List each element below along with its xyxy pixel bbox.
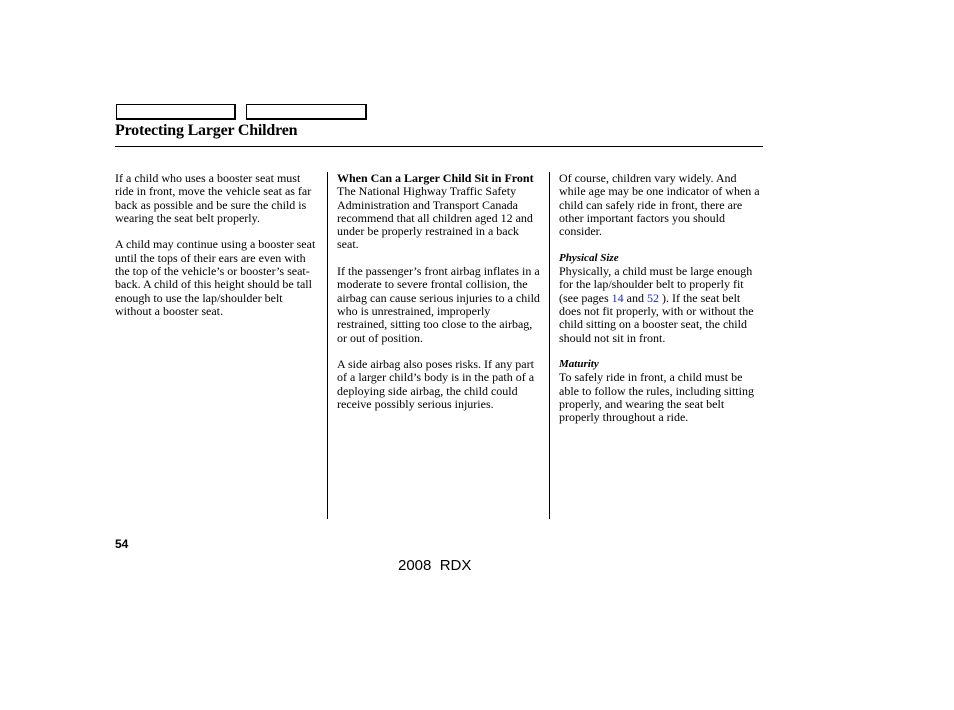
subheading-maturity: Maturity — [559, 358, 599, 371]
text-column-3 — [559, 172, 764, 425]
paragraph-booster-height: A child may continue using a booster seat until the tops of their ears are even with the top of the vehicle’s or booster’s seat-back. A child of this height should be tall enough to use the lap/shoulder belt without a booster seat. — [115, 237, 316, 318]
text-column-1 — [115, 172, 320, 318]
nav-button-table-of-contents[interactable] — [246, 104, 367, 120]
paragraph-children-vary: Of course, children vary widely. And while age may be one indicator of when a child can safely ride in front, there are other important factors you should consider. — [559, 171, 760, 239]
subheading-physical-size: Physical Size — [559, 251, 619, 264]
nav-button-main-menu[interactable] — [116, 104, 236, 120]
paragraph-booster-front: If a child who uses a booster seat must ride in front, move the vehicle seat as far back as possible and be sure the child is wearing the seat belt properly. — [115, 171, 312, 225]
paragraph-physical-size — [559, 265, 764, 345]
footer-model-year: 2008 RDX — [398, 557, 472, 574]
page-link-52[interactable]: 52 — [646, 290, 659, 305]
physical-size-text-and: and — [623, 290, 647, 305]
paragraph-nhtsa: The National Highway Traffic Safety Administration and Transport Canada recommend that all children aged 12 and under be properly restrained in a back seat. — [337, 184, 533, 252]
paragraph-side-airbag: A side airbag also poses risks. If any part of a larger child’s body is in the path of a deploying side airbag, the child could receive possibly serious injuries. — [337, 357, 535, 412]
column-divider — [549, 172, 550, 519]
page-title: Protecting Larger Children — [115, 122, 298, 139]
column-divider — [327, 172, 328, 519]
physical-size-text-end: ). If the seat belt does not fit properly, with or without the child sitting on a booster seat, the child should not sit in front. — [559, 290, 754, 345]
paragraph-front-airbag: If the passenger’s front airbag inflates in a moderate to severe frontal collision, the airbag can cause serious injuries to a child who is unrestrained, improperly restrained, sitting too close to the airbag, or out of position. — [337, 264, 540, 345]
section-heading-sit-in-front: When Can a Larger Child Sit in Front — [337, 171, 534, 185]
page-number: 54 — [115, 537, 129, 551]
page-link-14[interactable]: 14 — [611, 290, 624, 305]
physical-size-text: Physically, a child must be large enough for the lap/shoulder belt to properly fit (see pages — [559, 264, 753, 305]
paragraph-maturity: To safely ride in front, a child must be able to follow the rules, including sitting properly, and wearing the seat belt properly throughout a ride. — [559, 370, 754, 425]
title-divider — [115, 146, 763, 147]
text-column-2 — [337, 172, 543, 411]
